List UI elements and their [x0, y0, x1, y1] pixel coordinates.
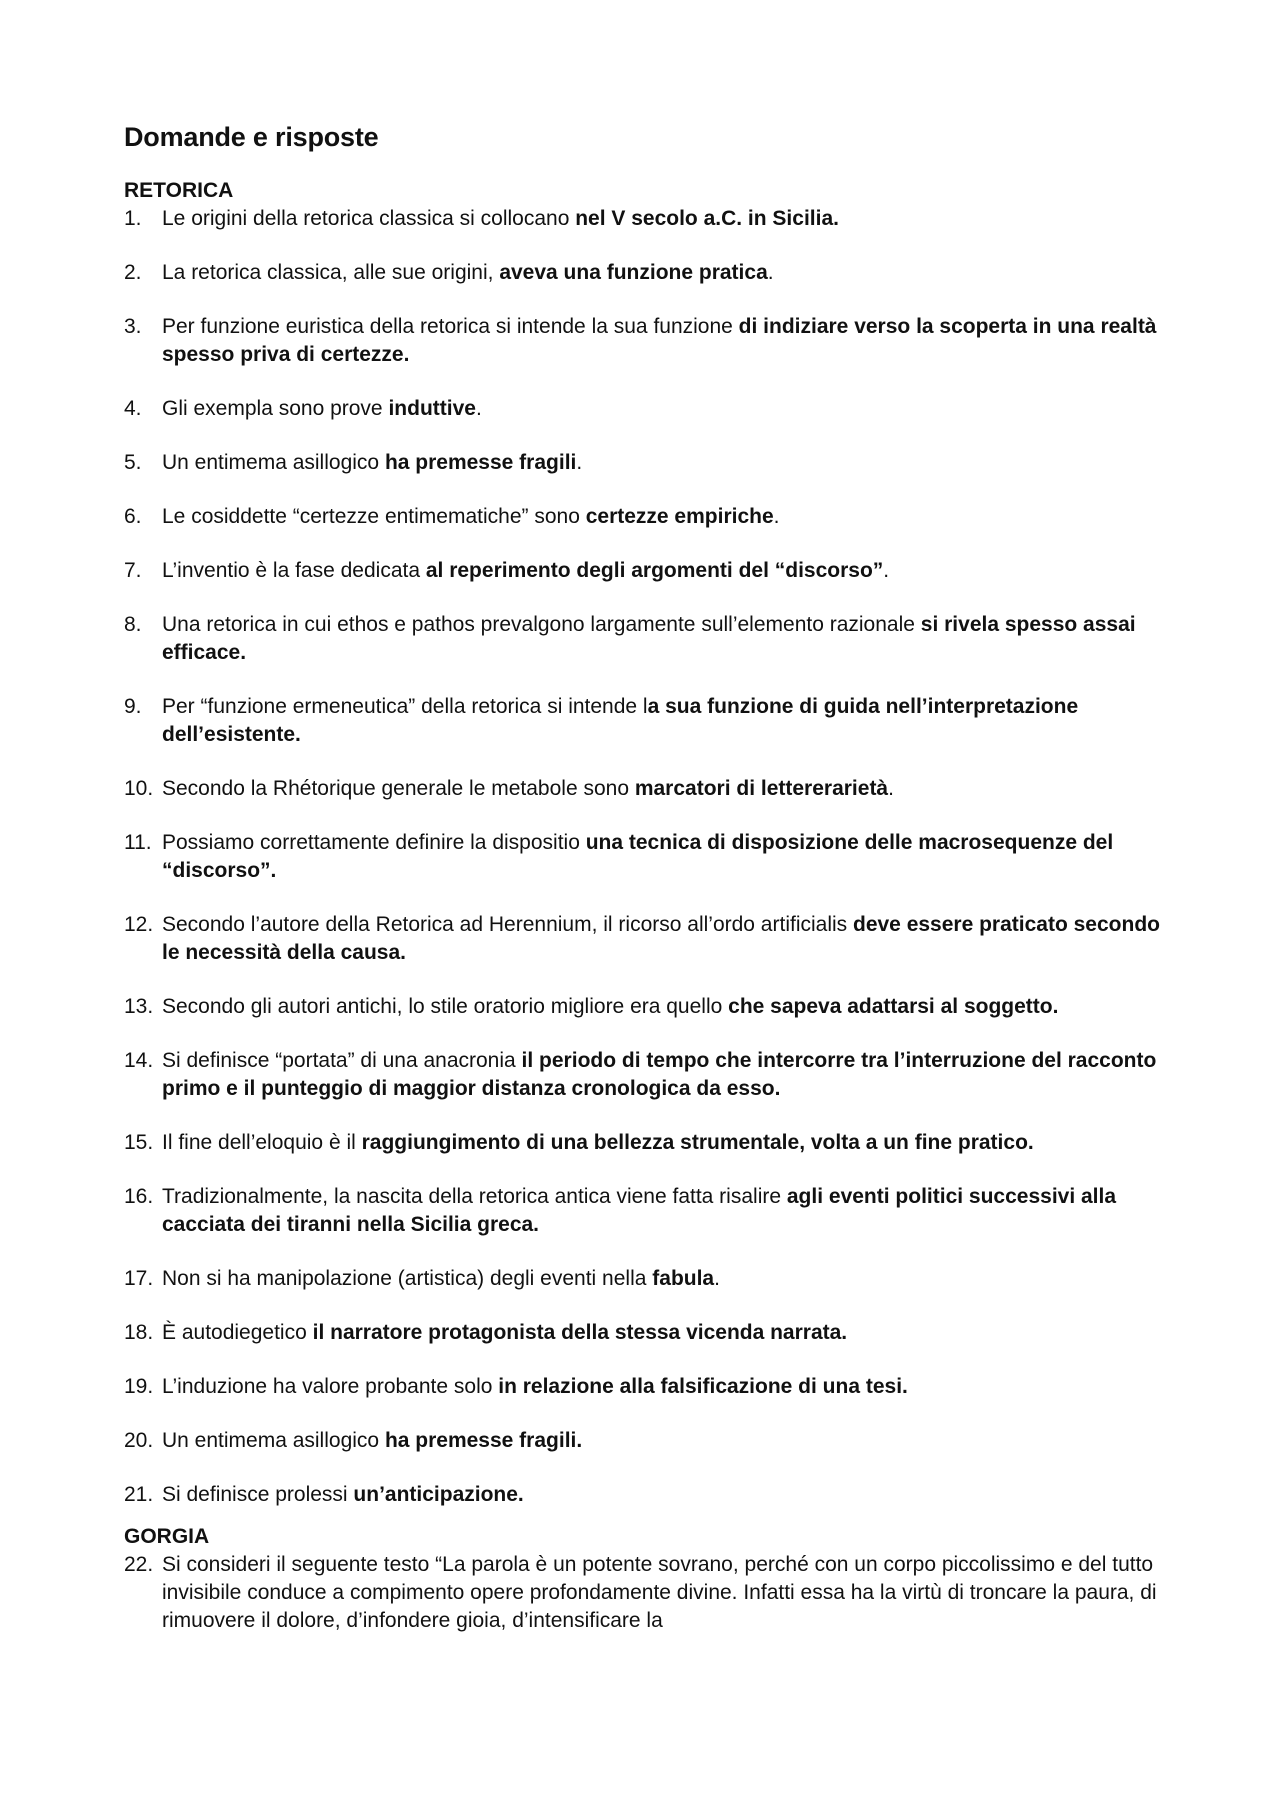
section-title-retorica: RETORICA: [124, 179, 234, 202]
question-item: [124, 829, 1164, 885]
question-number: 3.: [124, 315, 142, 338]
question-number: 12.: [124, 913, 154, 936]
question-text: La retorica classica, alle sue origini,: [162, 261, 500, 284]
question-text: Una retorica in cui ethos e pathos prevalgono largamente sull’elemento razionale: [162, 613, 921, 636]
question-item: [124, 1481, 1164, 1509]
answer-punctuation: .: [883, 559, 890, 582]
question-item: [124, 313, 1164, 369]
question-text: L’induzione ha valore probante solo: [162, 1375, 499, 1398]
question-item: [124, 449, 1164, 477]
question-text: Gli exempla sono prove: [162, 397, 389, 420]
answer-text: a sua funzione di guida nell’interpretazione dell’esistente.: [162, 695, 1079, 746]
answer-punctuation: .: [888, 777, 894, 800]
answer-text: induttive: [388, 397, 476, 420]
question-item: [124, 1427, 1164, 1455]
question-list-retorica: [124, 205, 1164, 1509]
question-item: [124, 693, 1164, 749]
answer-text: deve essere praticato secondo le necessità della causa.: [162, 913, 1160, 964]
question-text: Per “funzione ermeneutica” della retorica si intende l: [162, 695, 648, 718]
answer-text: ha premesse fragili.: [384, 1429, 583, 1452]
question-item: [124, 1129, 1164, 1157]
question-text: Un entimema asillogico: [162, 1429, 385, 1452]
question-text: È autodiegetico: [162, 1321, 313, 1344]
answer-text: marcatori di lettererarietà: [634, 777, 889, 800]
question-text: Tradizionalmente, la nascita della retorica antica viene fatta risalire: [162, 1185, 787, 1208]
answer-punctuation: .: [773, 505, 780, 528]
answer-punctuation: .: [767, 261, 774, 284]
answer-text: ha premesse fragili: [384, 451, 577, 474]
answer-text: raggiungimento di una bellezza strumentale, volta a un fine pratico.: [361, 1131, 1034, 1154]
question-number: 7.: [124, 559, 142, 582]
question-number: 15.: [124, 1131, 154, 1154]
document-page: [124, 122, 1164, 1649]
question-item: [124, 205, 1164, 233]
answer-text: il narratore protagonista della stessa vicenda narrata.: [312, 1321, 848, 1344]
question-item: [124, 1373, 1164, 1401]
question-text: Il fine dell’eloquio è il: [162, 1131, 362, 1154]
question-number: 20.: [124, 1429, 154, 1452]
question-number: 9.: [124, 695, 142, 718]
question-number: 21.: [124, 1483, 154, 1506]
question-item: [124, 1265, 1164, 1293]
question-item: [124, 1551, 1164, 1635]
answer-text: agli eventi politici successivi alla cacciata dei tiranni nella Sicilia greca.: [162, 1185, 1117, 1236]
question-text: Per funzione euristica della retorica si intende la sua funzione: [162, 315, 739, 338]
answer-punctuation: .: [475, 397, 482, 420]
section-retorica: [124, 177, 1164, 1509]
question-text: Secondo l’autore della Retorica ad Herennium, il ricorso all’ordo artificialis: [162, 913, 853, 936]
answer-text: che sapeva adattarsi al soggetto.: [728, 995, 1059, 1018]
answer-text: nel V secolo a.C. in Sicilia.: [575, 207, 839, 230]
question-number: 10.: [124, 777, 154, 800]
question-number: 2.: [124, 261, 142, 284]
question-number: 16.: [124, 1185, 154, 1208]
question-number: 1.: [124, 207, 142, 230]
answer-text: di indiziare verso la scoperta in una realtà spesso priva di certezze.: [162, 315, 1157, 366]
answer-text: aveva una funzione pratica: [499, 261, 768, 284]
answer-text: si rivela spesso assai efficace.: [162, 613, 1136, 664]
question-text: Non si ha manipolazione (artistica) degli eventi nella: [162, 1267, 653, 1290]
question-item: [124, 911, 1164, 967]
question-text: Si consideri il seguente testo “La parola è un potente sovrano, perché con un corpo piccolissimo e del tutto invisibile conduce a compimento opere profondamente divine. Infatti essa ha la virtù di troncare la paura, di rimuovere il dolore, d’infondere gioia, d’intensificare la: [162, 1553, 1157, 1632]
section-gorgia: [124, 1523, 1164, 1635]
question-number: 22.: [124, 1553, 154, 1576]
question-item: [124, 993, 1164, 1021]
question-number: 4.: [124, 397, 142, 420]
question-item: [124, 1319, 1164, 1347]
question-text: Un entimema asillogico: [162, 451, 385, 474]
answer-text: il periodo di tempo che intercorre tra l’interruzione del racconto primo e il punteggio di maggior distanza cronologica da esso.: [162, 1049, 1157, 1100]
question-text: Secondo gli autori antichi, lo stile oratorio migliore era quello: [162, 995, 729, 1018]
answer-text: fabula: [652, 1267, 715, 1290]
question-item: [124, 775, 1164, 803]
question-text: Si definisce “portata” di una anacronia: [162, 1049, 522, 1072]
question-item: [124, 611, 1164, 667]
question-number: 13.: [124, 995, 154, 1018]
question-item: [124, 395, 1164, 423]
answer-text: un’anticipazione.: [353, 1483, 524, 1506]
question-number: 17.: [124, 1267, 154, 1290]
question-list-gorgia: [124, 1551, 1164, 1635]
answer-punctuation: .: [714, 1267, 720, 1290]
section-title-gorgia: GORGIA: [124, 1525, 210, 1548]
question-item: [124, 557, 1164, 585]
question-text: Le cosiddette “certezze entimematiche” sono: [162, 505, 586, 528]
question-text: Si definisce prolessi: [162, 1483, 354, 1506]
question-number: 18.: [124, 1321, 154, 1344]
question-item: [124, 259, 1164, 287]
answer-text: certezze empiriche: [585, 505, 774, 528]
question-text: L’inventio è la fase dedicata: [162, 559, 426, 582]
question-item: [124, 1183, 1164, 1239]
page-title: Domande e risposte: [124, 122, 379, 152]
question-text: Possiamo correttamente definire la dispositio: [162, 831, 586, 854]
question-number: 11.: [124, 831, 152, 854]
answer-text: al reperimento degli argomenti del “discorso”: [425, 559, 884, 582]
question-item: [124, 503, 1164, 531]
question-number: 19.: [124, 1375, 154, 1398]
question-number: 5.: [124, 451, 142, 474]
answer-text: una tecnica di disposizione delle macrosequenze del “discorso”.: [162, 831, 1114, 882]
question-text: Secondo la Rhétorique generale le metabole sono: [162, 777, 635, 800]
question-number: 14.: [124, 1049, 154, 1072]
question-text: Le origini della retorica classica si collocano: [162, 207, 576, 230]
answer-text: in relazione alla falsificazione di una tesi.: [498, 1375, 908, 1398]
question-number: 6.: [124, 505, 142, 528]
answer-punctuation: .: [576, 451, 583, 474]
question-item: [124, 1047, 1164, 1103]
question-number: 8.: [124, 613, 142, 636]
